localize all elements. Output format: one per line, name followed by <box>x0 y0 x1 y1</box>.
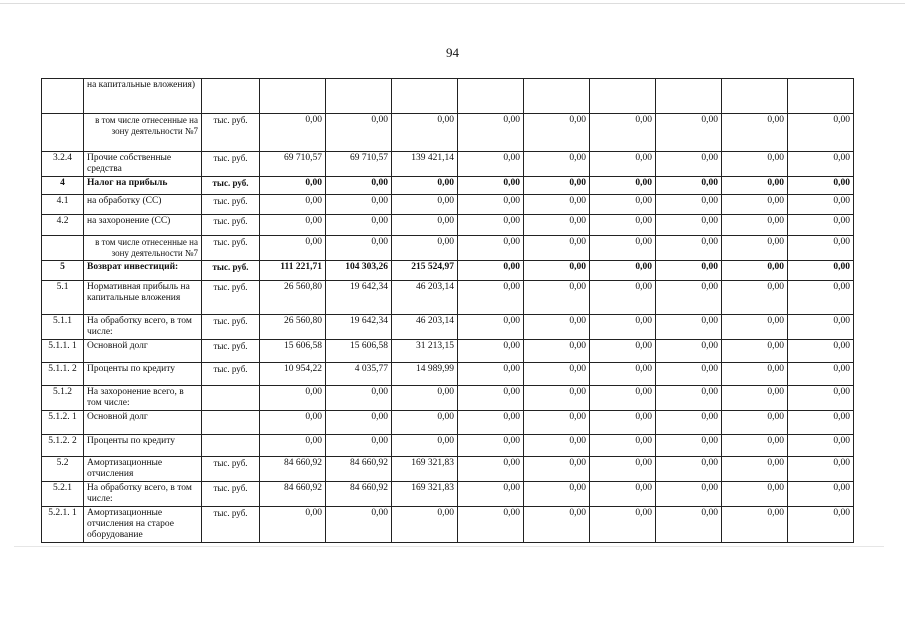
value-cell: 0,00 <box>722 152 788 177</box>
value-cell: 0,00 <box>788 177 854 195</box>
value-cell: 0,00 <box>326 507 392 543</box>
value-cell: 0,00 <box>656 215 722 236</box>
value-cell: 0,00 <box>458 386 524 411</box>
value-cell: 46 203,14 <box>392 315 458 340</box>
value-cell: 0,00 <box>524 363 590 386</box>
row-name-cell: Прочие собственные средства <box>84 152 202 177</box>
value-cell: 0,00 <box>260 507 326 543</box>
row-number-cell: 5.1.1 <box>42 315 84 340</box>
value-cell: 0,00 <box>392 114 458 152</box>
value-cell: 0,00 <box>524 261 590 281</box>
value-cell: 0,00 <box>590 114 656 152</box>
value-cell: 0,00 <box>722 411 788 435</box>
value-cell: 26 560,80 <box>260 315 326 340</box>
value-cell: 0,00 <box>260 411 326 435</box>
value-cell: 0,00 <box>524 482 590 507</box>
value-cell: 84 660,92 <box>326 457 392 482</box>
value-cell: 0,00 <box>590 457 656 482</box>
value-cell: 0,00 <box>326 195 392 215</box>
value-cell: 0,00 <box>722 386 788 411</box>
row-number-cell <box>42 236 84 261</box>
value-cell: 14 989,99 <box>392 363 458 386</box>
value-cell: 0,00 <box>656 177 722 195</box>
table-row <box>42 236 854 261</box>
value-cell: 19 642,34 <box>326 281 392 315</box>
table-row <box>42 411 854 435</box>
row-name-cell: Налог на прибыль <box>84 177 202 195</box>
row-name-cell: в том числе отнесенные на зону деятельности №7 <box>84 114 202 152</box>
value-cell: 0,00 <box>788 386 854 411</box>
value-cell: 0,00 <box>524 114 590 152</box>
value-cell <box>722 79 788 114</box>
unit-cell: тыс. руб. <box>202 340 260 363</box>
value-cell: 0,00 <box>722 363 788 386</box>
row-name-cell: На обработку всего, в том числе: <box>84 482 202 507</box>
row-name-cell: Основной долг <box>84 340 202 363</box>
value-cell: 0,00 <box>788 261 854 281</box>
value-cell: 0,00 <box>722 177 788 195</box>
unit-cell: тыс. руб. <box>202 315 260 340</box>
page-number: 94 <box>446 45 459 60</box>
unit-cell <box>202 411 260 435</box>
value-cell: 0,00 <box>326 435 392 457</box>
unit-cell: тыс. руб. <box>202 152 260 177</box>
value-cell: 0,00 <box>788 507 854 543</box>
value-cell: 0,00 <box>260 177 326 195</box>
value-cell: 0,00 <box>722 261 788 281</box>
value-cell: 0,00 <box>656 457 722 482</box>
value-cell: 0,00 <box>458 281 524 315</box>
value-cell: 0,00 <box>788 315 854 340</box>
value-cell: 0,00 <box>788 482 854 507</box>
value-cell: 0,00 <box>656 411 722 435</box>
row-number-cell: 5.2.1. 1 <box>42 507 84 543</box>
row-number-cell: 5.1.2 <box>42 386 84 411</box>
value-cell: 0,00 <box>722 507 788 543</box>
value-cell: 0,00 <box>722 315 788 340</box>
value-cell: 0,00 <box>590 340 656 363</box>
value-cell: 0,00 <box>524 457 590 482</box>
value-cell: 0,00 <box>656 363 722 386</box>
value-cell: 0,00 <box>590 315 656 340</box>
value-cell: 0,00 <box>590 261 656 281</box>
value-cell: 19 642,34 <box>326 315 392 340</box>
row-name-cell: на захоронение (СС) <box>84 215 202 236</box>
table-row <box>42 281 854 315</box>
value-cell: 0,00 <box>722 457 788 482</box>
unit-cell <box>202 435 260 457</box>
value-cell: 0,00 <box>788 215 854 236</box>
row-name-cell: на капитальные вложения) <box>84 79 202 114</box>
value-cell: 0,00 <box>260 215 326 236</box>
value-cell: 0,00 <box>392 215 458 236</box>
row-name-cell: Основной долг <box>84 411 202 435</box>
table-row <box>42 482 854 507</box>
value-cell: 0,00 <box>788 114 854 152</box>
value-cell: 169 321,83 <box>392 457 458 482</box>
value-cell: 0,00 <box>590 435 656 457</box>
value-cell: 0,00 <box>524 177 590 195</box>
value-cell: 0,00 <box>788 435 854 457</box>
value-cell: 0,00 <box>458 152 524 177</box>
value-cell: 0,00 <box>590 363 656 386</box>
value-cell: 0,00 <box>590 215 656 236</box>
value-cell: 84 660,92 <box>326 482 392 507</box>
row-name-cell: Амортизационные отчисления на старое оборудование <box>84 507 202 543</box>
row-number-cell: 4.2 <box>42 215 84 236</box>
value-cell: 0,00 <box>458 340 524 363</box>
value-cell: 0,00 <box>458 261 524 281</box>
value-cell <box>458 79 524 114</box>
value-cell: 0,00 <box>524 386 590 411</box>
table-row <box>42 195 854 215</box>
value-cell <box>590 79 656 114</box>
value-cell: 0,00 <box>392 386 458 411</box>
unit-cell: тыс. руб. <box>202 177 260 195</box>
value-cell: 0,00 <box>326 215 392 236</box>
table-row <box>42 435 854 457</box>
value-cell: 0,00 <box>458 457 524 482</box>
table-row <box>42 315 854 340</box>
value-cell <box>788 79 854 114</box>
table-row <box>42 457 854 482</box>
row-number-cell: 5.2 <box>42 457 84 482</box>
value-cell: 0,00 <box>458 215 524 236</box>
value-cell: 0,00 <box>524 507 590 543</box>
value-cell: 0,00 <box>590 281 656 315</box>
value-cell: 0,00 <box>392 195 458 215</box>
value-cell: 0,00 <box>458 195 524 215</box>
row-number-cell: 4 <box>42 177 84 195</box>
value-cell: 0,00 <box>590 411 656 435</box>
row-name-cell: Возврат инвестиций: <box>84 261 202 281</box>
value-cell: 0,00 <box>788 411 854 435</box>
value-cell: 0,00 <box>524 435 590 457</box>
value-cell: 0,00 <box>524 215 590 236</box>
row-number-cell: 3.2.4 <box>42 152 84 177</box>
value-cell: 0,00 <box>722 195 788 215</box>
value-cell: 0,00 <box>722 482 788 507</box>
row-number-cell: 5.1.2. 2 <box>42 435 84 457</box>
value-cell <box>326 79 392 114</box>
row-name-cell: На обработку всего, в том числе: <box>84 315 202 340</box>
value-cell: 84 660,92 <box>260 482 326 507</box>
value-cell: 0,00 <box>656 114 722 152</box>
table-row <box>42 114 854 152</box>
unit-cell: тыс. руб. <box>202 114 260 152</box>
value-cell: 0,00 <box>458 315 524 340</box>
value-cell <box>392 79 458 114</box>
value-cell: 0,00 <box>656 152 722 177</box>
value-cell: 0,00 <box>590 236 656 261</box>
value-cell: 69 710,57 <box>326 152 392 177</box>
value-cell: 31 213,15 <box>392 340 458 363</box>
row-number-cell: 4.1 <box>42 195 84 215</box>
value-cell: 69 710,57 <box>260 152 326 177</box>
value-cell: 0,00 <box>788 152 854 177</box>
value-cell: 0,00 <box>392 411 458 435</box>
value-cell: 0,00 <box>260 195 326 215</box>
value-cell: 0,00 <box>458 435 524 457</box>
value-cell: 84 660,92 <box>260 457 326 482</box>
value-cell: 0,00 <box>458 482 524 507</box>
value-cell: 139 421,14 <box>392 152 458 177</box>
investment-table <box>41 78 854 543</box>
value-cell: 0,00 <box>392 236 458 261</box>
value-cell: 0,00 <box>656 340 722 363</box>
table-row <box>42 152 854 177</box>
value-cell: 0,00 <box>788 457 854 482</box>
value-cell: 0,00 <box>656 236 722 261</box>
value-cell: 0,00 <box>458 363 524 386</box>
unit-cell: тыс. руб. <box>202 457 260 482</box>
row-number-cell: 5 <box>42 261 84 281</box>
table-row <box>42 215 854 236</box>
table-row <box>42 363 854 386</box>
value-cell: 0,00 <box>788 363 854 386</box>
unit-cell: тыс. руб. <box>202 482 260 507</box>
value-cell: 15 606,58 <box>260 340 326 363</box>
value-cell: 0,00 <box>326 236 392 261</box>
value-cell: 0,00 <box>524 152 590 177</box>
row-number-cell: 5.1 <box>42 281 84 315</box>
row-name-cell: Амортизационные отчисления <box>84 457 202 482</box>
row-name-cell: в том числе отнесенные на зону деятельности №7 <box>84 236 202 261</box>
value-cell: 0,00 <box>458 507 524 543</box>
value-cell: 0,00 <box>788 340 854 363</box>
value-cell: 0,00 <box>590 195 656 215</box>
scan-edge-line <box>0 3 905 4</box>
value-cell: 215 524,97 <box>392 261 458 281</box>
value-cell: 0,00 <box>458 236 524 261</box>
value-cell: 0,00 <box>722 114 788 152</box>
value-cell: 26 560,80 <box>260 281 326 315</box>
value-cell: 0,00 <box>524 411 590 435</box>
value-cell: 0,00 <box>524 281 590 315</box>
value-cell: 0,00 <box>260 435 326 457</box>
table-row <box>42 386 854 411</box>
value-cell: 0,00 <box>656 195 722 215</box>
value-cell: 0,00 <box>656 261 722 281</box>
value-cell: 0,00 <box>788 281 854 315</box>
row-number-cell <box>42 79 84 114</box>
value-cell: 15 606,58 <box>326 340 392 363</box>
table-row <box>42 79 854 114</box>
value-cell: 0,00 <box>326 114 392 152</box>
row-name-cell: Проценты по кредиту <box>84 363 202 386</box>
value-cell <box>524 79 590 114</box>
value-cell: 0,00 <box>524 195 590 215</box>
value-cell: 104 303,26 <box>326 261 392 281</box>
value-cell: 0,00 <box>722 236 788 261</box>
value-cell: 10 954,22 <box>260 363 326 386</box>
value-cell: 0,00 <box>458 411 524 435</box>
value-cell: 0,00 <box>590 507 656 543</box>
unit-cell: тыс. руб. <box>202 215 260 236</box>
value-cell: 0,00 <box>260 386 326 411</box>
value-cell: 0,00 <box>656 435 722 457</box>
value-cell: 0,00 <box>260 236 326 261</box>
value-cell: 0,00 <box>788 236 854 261</box>
row-name-cell: Нормативная прибыль на капитальные вложения <box>84 281 202 315</box>
value-cell: 0,00 <box>722 435 788 457</box>
value-cell: 0,00 <box>524 340 590 363</box>
row-number-cell: 5.1.2. 1 <box>42 411 84 435</box>
unit-cell <box>202 386 260 411</box>
row-number-cell: 5.1.1. 1 <box>42 340 84 363</box>
unit-cell: тыс. руб. <box>202 236 260 261</box>
unit-cell: тыс. руб. <box>202 261 260 281</box>
unit-cell <box>202 79 260 114</box>
value-cell: 0,00 <box>458 177 524 195</box>
value-cell: 0,00 <box>590 386 656 411</box>
value-cell: 0,00 <box>656 386 722 411</box>
unit-cell: тыс. руб. <box>202 281 260 315</box>
value-cell: 169 321,83 <box>392 482 458 507</box>
unit-cell: тыс. руб. <box>202 195 260 215</box>
row-number-cell <box>42 114 84 152</box>
row-number-cell: 5.2.1 <box>42 482 84 507</box>
row-name-cell: На захоронение всего, в том числе: <box>84 386 202 411</box>
value-cell <box>656 79 722 114</box>
value-cell: 0,00 <box>260 114 326 152</box>
value-cell: 0,00 <box>392 435 458 457</box>
value-cell: 0,00 <box>656 281 722 315</box>
value-cell: 0,00 <box>590 152 656 177</box>
value-cell: 0,00 <box>326 386 392 411</box>
value-cell: 0,00 <box>656 315 722 340</box>
value-cell: 0,00 <box>524 236 590 261</box>
value-cell: 0,00 <box>458 114 524 152</box>
table-row <box>42 177 854 195</box>
row-name-cell: на обработку (СС) <box>84 195 202 215</box>
unit-cell: тыс. руб. <box>202 507 260 543</box>
value-cell: 0,00 <box>590 177 656 195</box>
value-cell: 46 203,14 <box>392 281 458 315</box>
value-cell: 0,00 <box>788 195 854 215</box>
value-cell: 0,00 <box>590 482 656 507</box>
value-cell <box>260 79 326 114</box>
value-cell: 0,00 <box>722 281 788 315</box>
value-cell: 4 035,77 <box>326 363 392 386</box>
value-cell: 0,00 <box>326 411 392 435</box>
value-cell: 0,00 <box>524 315 590 340</box>
row-name-cell: Проценты по кредиту <box>84 435 202 457</box>
value-cell: 0,00 <box>656 507 722 543</box>
value-cell: 0,00 <box>326 177 392 195</box>
value-cell: 0,00 <box>392 507 458 543</box>
scan-artifact-line <box>14 546 884 547</box>
table-row <box>42 340 854 363</box>
table-row <box>42 261 854 281</box>
table-row <box>42 507 854 543</box>
row-number-cell: 5.1.1. 2 <box>42 363 84 386</box>
value-cell: 0,00 <box>722 340 788 363</box>
value-cell: 0,00 <box>392 177 458 195</box>
value-cell: 0,00 <box>722 215 788 236</box>
value-cell: 0,00 <box>656 482 722 507</box>
value-cell: 111 221,71 <box>260 261 326 281</box>
unit-cell: тыс. руб. <box>202 363 260 386</box>
